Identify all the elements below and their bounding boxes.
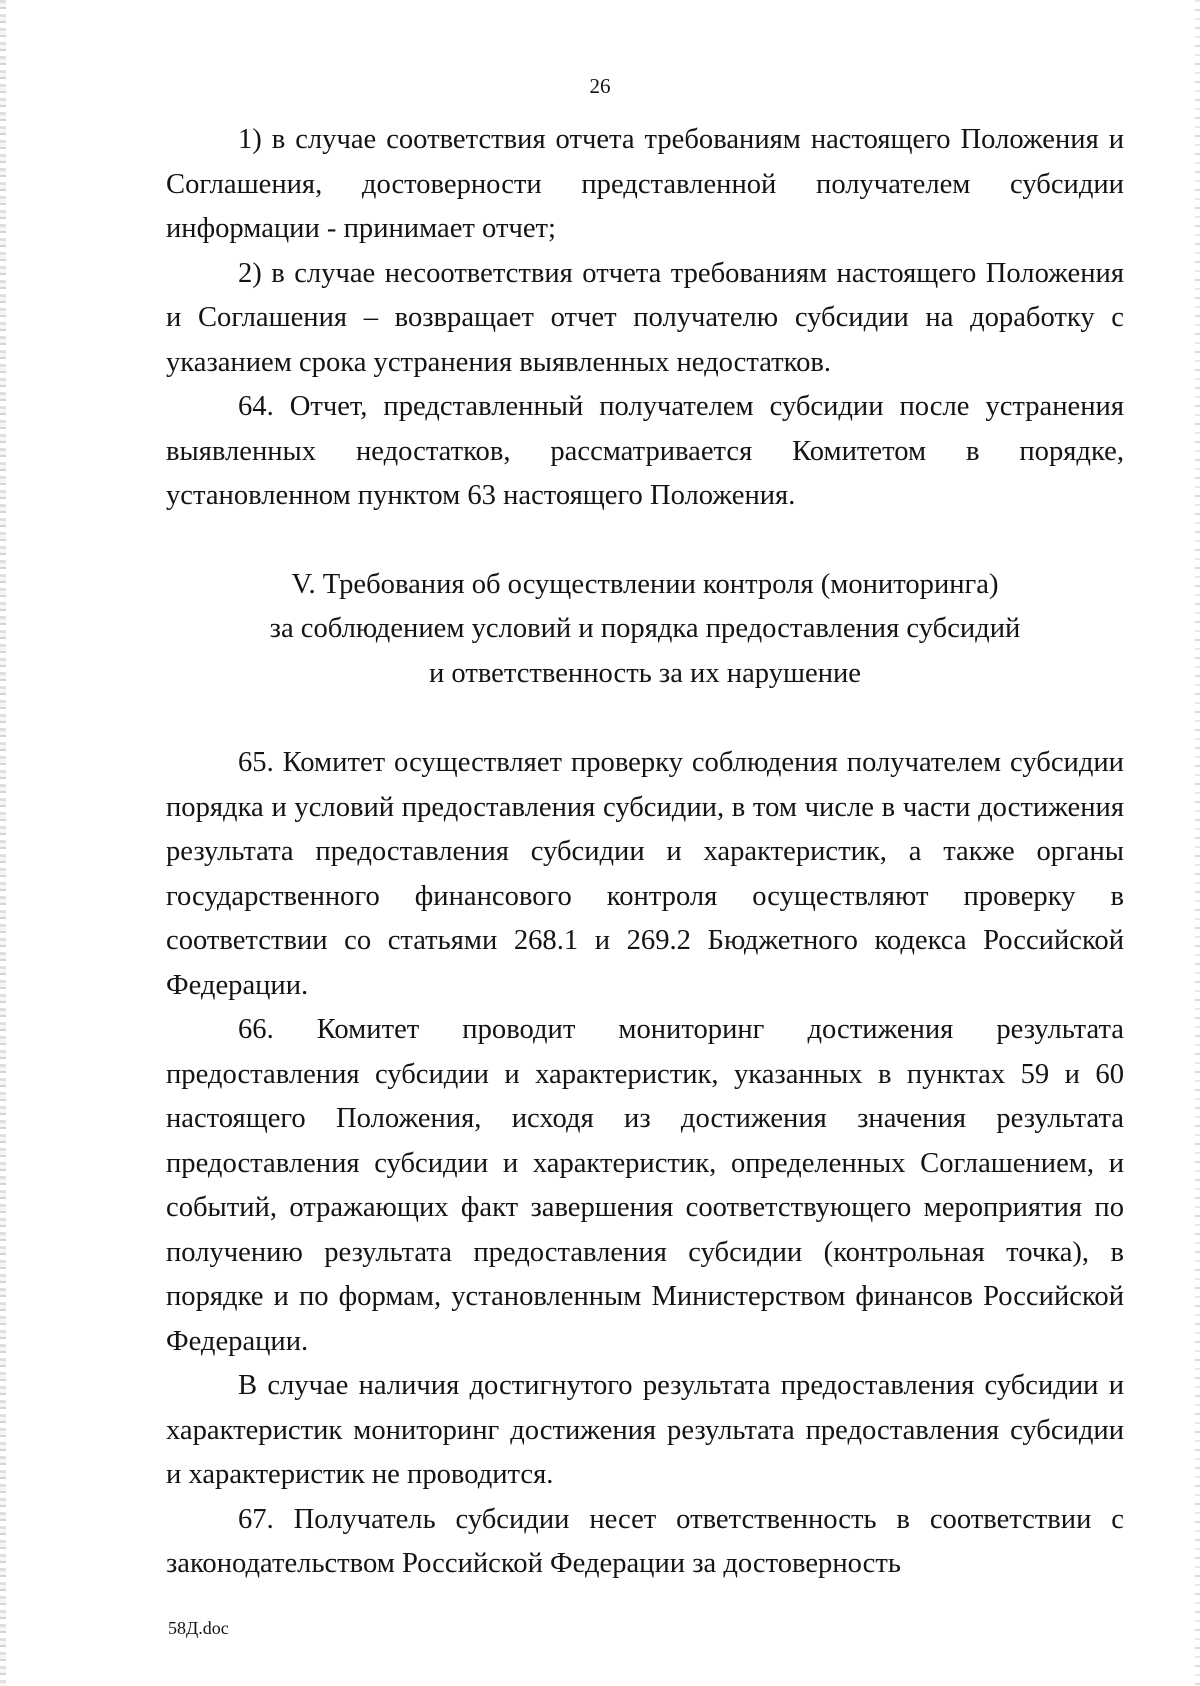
paragraph-monitoring-note: В случае наличия достигнутого результата предоставления субсидии и характеристик мониторинг достижения результата предоставления субсидии и характеристик не проводится. <box>166 1370 1124 1490</box>
paragraph-67: 67. Получатель субсидии несет ответственность в соответствии с законодательством Российской Федерации за достоверность <box>166 1503 1124 1579</box>
section-heading-line-1: V. Требования об осуществлении контроля (мониторинга) <box>291 568 999 600</box>
paragraph-66: 66. Комитет проводит мониторинг достижения результата предоставления субсидии и характеристик, указанных в пунктах 59 и 60 настоящего Положения, исходя из достижения значения результата предоставления субсидии и характеристик, определенных Соглашением, и событий, отражающих факт завершения соответствующего мероприятия по получению результата предоставления субсидии (контрольная точка), в порядке и по формам, установленным Министерством финансов Российской Федерации. <box>166 1014 1124 1357</box>
footer-filename: 58Д.doc <box>168 1618 229 1638</box>
scan-edge-right <box>1195 0 1200 1686</box>
section-heading <box>166 563 1124 697</box>
paragraph-65: 65. Комитет осуществляет проверку соблюдения получателем субсидии порядка и условий предоставления субсидии, в том числе в части достижения результата предоставления субсидии и характеристик, а также органы государственного финансового контроля осуществляют проверку в соответствии со статьями 268.1 и 269.2 Бюджетного кодекса Российской Федерации. <box>166 747 1124 1001</box>
page-number: 26 <box>589 74 611 98</box>
paragraph-64: 64. Отчет, представленный получателем субсидии после устранения выявленных недостатков, рассматривается Комитетом в порядке, установленном пунктом 63 настоящего Положения. <box>166 391 1124 511</box>
document-body <box>166 118 1124 1587</box>
scan-edge-left <box>0 0 6 1686</box>
section-heading-line-3: и ответственность за их нарушение <box>428 657 862 689</box>
paragraph-item-2: 2) в случае несоответствия отчета требованиям настоящего Положения и Соглашения – возвращает отчет получателю субсидии на доработку с указанием срока устранения выявленных недостатков. <box>166 257 1124 378</box>
section-heading-line-2: за соблюдением условий и порядка предоставления субсидий <box>269 613 1021 644</box>
paragraph-item-1: 1) в случае соответствия отчета требованиям настоящего Положения и Соглашения, достоверности представленной получателем субсидии информации - принимает отчет; <box>166 124 1124 244</box>
